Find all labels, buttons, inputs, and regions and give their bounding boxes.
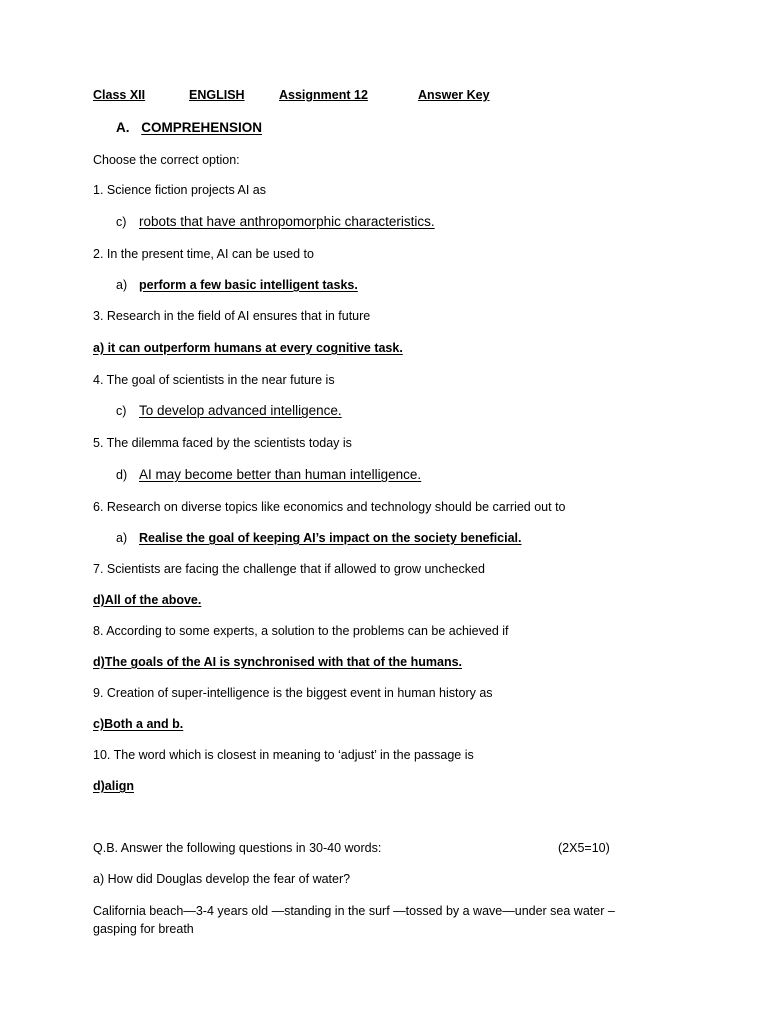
question-6: 6. Research on diverse topics like economics and technology should be carried out to: [93, 500, 566, 514]
answer-8: d)The goals of the AI is synchronised with that of the humans.: [93, 655, 463, 669]
question-9: 9. Creation of super-intelligence is the biggest event in human history as: [93, 686, 493, 700]
section-b-title: Q.B. Answer the following questions in 30-40 words:: [93, 841, 382, 855]
section-b-marks: (2X5=10): [558, 841, 610, 855]
section-b-answer-a-line-2: gasping for breath: [93, 922, 194, 936]
class-label: Class XII: [93, 88, 146, 102]
section-a-title: COMPREHENSION: [141, 120, 263, 135]
question-5: 5. The dilemma faced by the scientists today is: [93, 436, 352, 450]
answer-5-text: AI may become better than human intelligence.: [139, 467, 422, 482]
answer-6-letter: a): [116, 531, 128, 545]
question-8: 8. According to some experts, a solution to the problems can be achieved if: [93, 624, 509, 638]
answer-5-letter: d): [116, 468, 128, 482]
answer-key-label: Answer Key: [418, 88, 490, 102]
question-1: 1. Science fiction projects AI as: [93, 183, 267, 197]
section-b-answer-a-line-1: California beach—3-4 years old —standing in the surf —tossed by a wave—under sea water –: [93, 904, 615, 918]
answer-9: c)Both a and b.: [93, 717, 184, 731]
answer-4-text: To develop advanced intelligence.: [139, 403, 342, 418]
answer-1-letter: c): [116, 215, 127, 229]
answer-7: d)All of the above.: [93, 593, 202, 607]
question-2: 2. In the present time, AI can be used to: [93, 247, 314, 261]
section-a-letter: A.: [116, 120, 130, 135]
answer-4-letter: c): [116, 404, 127, 418]
question-10: 10. The word which is closest in meaning to ‘adjust’ in the passage is: [93, 748, 474, 762]
answer-10: d)align: [93, 779, 134, 793]
answer-6-text: Realise the goal of keeping AI’s impact on the society beneficial.: [139, 531, 522, 545]
answer-3: a) it can outperform humans at every cognitive task.: [93, 341, 403, 355]
answer-2: [116, 277, 358, 293]
answer-6: [116, 530, 522, 546]
section-b-question-a: a) How did Douglas develop the fear of water?: [93, 872, 351, 886]
document-header: [0, 88, 768, 104]
subject-label: ENGLISH: [189, 88, 245, 102]
question-3: 3. Research in the field of AI ensures that in future: [93, 309, 371, 323]
question-4: 4. The goal of scientists in the near future is: [93, 373, 335, 387]
section-a-heading: [116, 120, 262, 136]
instruction: Choose the correct option:: [93, 153, 240, 167]
question-7: 7. Scientists are facing the challenge that if allowed to grow unchecked: [93, 562, 485, 576]
answer-2-letter: a): [116, 278, 128, 292]
answer-1-text: robots that have anthropomorphic characteristics.: [139, 214, 435, 229]
answer-2-text: perform a few basic intelligent tasks.: [139, 278, 358, 292]
assignment-label: Assignment 12: [279, 88, 368, 102]
answer-1: [116, 214, 435, 230]
answer-5: [116, 467, 421, 483]
answer-4: [116, 403, 342, 419]
